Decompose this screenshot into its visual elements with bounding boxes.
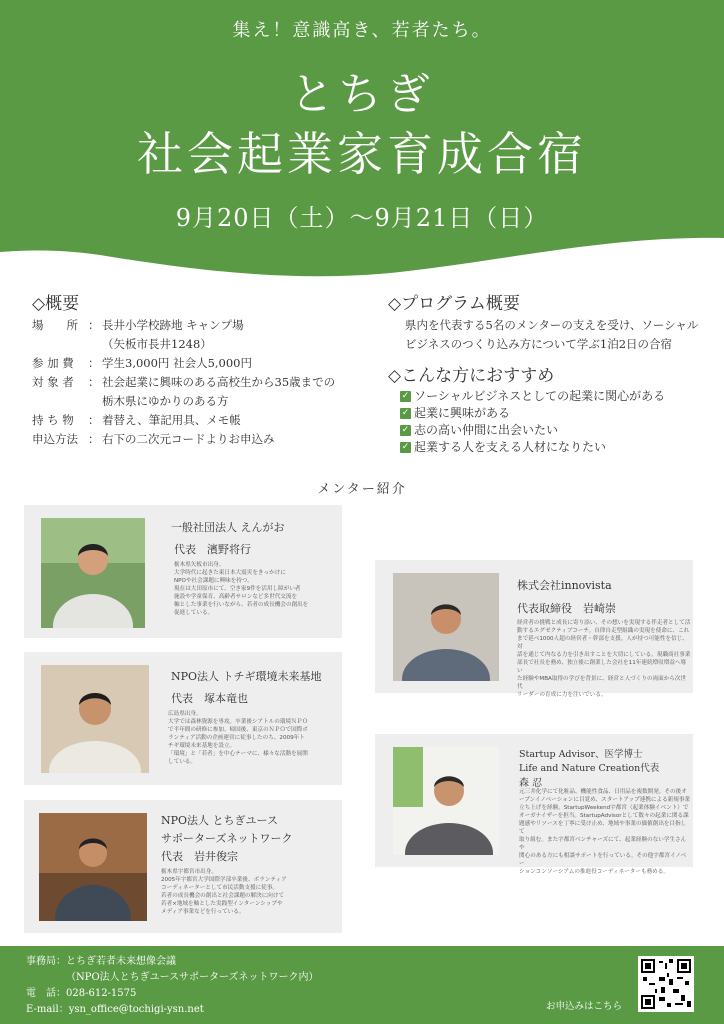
- mentor-photo: [41, 665, 149, 773]
- program-heading: ◇プログラム概要: [388, 294, 520, 314]
- mentor-bio: 栃木県宇都宮市出身。 2005年宇都宮大学国際学部卒業後、ボランティア コーディネーターとして市民活動支援に従事。 若者の成長機会の創出と社会課題の解決に向けて 若者×地域を軸とした実践型インターンシップや メディア事業などを行っている。: [161, 869, 287, 915]
- mentor-bio: 元三井化学にて化粧品、機能性食品、日用品を複数開発。その後オ ープンイノベーションに目覚め、スタートアップ連携による新規事業 立ち上げを経験。StartupWeekend宇都宮（起業体験イベント）で オーガナイザーを担当。StartupAdvisorとして数々の起業に関る課 題感やリソースを丁寧に受け止め、地域や事業の価値創出を目指して 取り組む。また宇都宮ベンチャーズにて、起業経験のない学生さんや 関心のある方にも相談サポートを行っている。その他宇都宮イノベー ションコンソーシアムの推進役コーディネーターも務める。: [519, 789, 691, 875]
- mentor-bio: 広島県出身。 大学では森林資源を専攻。卒業後シアトルの環境ＮＰＯ で半年間の研修に参加。帰国後、東京のＮＰＯで国際ボ ランティア活動の企画運営に従事したのち、2009年ト チギ環境未来基地を設立。 「環境」と「若者」を中心テーマに、様々な活動を展開 している。: [168, 711, 308, 765]
- check-icon: ✓: [401, 442, 410, 452]
- mentor-photo: [39, 813, 147, 921]
- qr-code-icon[interactable]: [638, 956, 694, 1012]
- mentor-card-mori: Startup Advisor、医学博士 Life and Nature Creation代表 森 忍 元三井化学にて化粧品、機能性食品、日用品を複数開発。その後オ ープンイノベーションに目覚め、スタートアップ連携による新規事業 立ち上げを経験。StartupWeekend宇都宮（起業体験イベント）で オーガナイザーを担当。StartupAdvisorとして数々の起業に関る課 題感やリソースを丁寧に受け止め、地域や事業の価値創出を目指して 取り組む。また宇都宮ベンチャーズにて、起業経験のない学生さんや 関心のある方にも相談サポートを行っている。その他宇都宮イノベー ションコンソーシアムの推進役コーディネーターも務める。: [375, 734, 693, 867]
- overview-row: 申込方法 ： 右下の二次元コードよりお申込み: [32, 432, 275, 446]
- overview-row: 参 加 費 ： 学生3,000円 社会人5,000円: [32, 356, 252, 370]
- list-item: ✓ 起業に興味がある: [401, 406, 511, 420]
- office-sub: （NPO法人とちぎユースサポーターズネットワーク内）: [66, 972, 319, 983]
- footer: [0, 946, 724, 1024]
- mentor-photo: [41, 518, 145, 628]
- mentor-photo: [393, 747, 499, 855]
- list-item: ✓ 志の高い仲間に出会いたい: [401, 423, 559, 437]
- mentor-photo: [393, 573, 499, 681]
- office-name: 事務局：とちぎ若者未来想像会議: [26, 956, 176, 967]
- check-icon: ✓: [401, 425, 410, 435]
- title-line-2: 社会起業家育成合宿: [137, 127, 587, 181]
- mentor-card-iwai: NPO法人 とちぎユース サポーターズネットワーク 代表 岩井俊宗 栃木県宇都宮市出身。 2005年宇都宮大学国際学部卒業後、ボランティア コーディネーターとして市民活動支援に従事。 若者の成長機会の創出と社会課題の解決に向けて 若者×地域を軸とした実践型インターンシップや メディア事業などを行っている。: [24, 800, 342, 933]
- overview-row: 場 所 ： 長井小学校跡地 キャンプ場: [32, 318, 244, 332]
- mentor-bio: 栃木県矢板市出身。 大学時代に起きた東日本大震災をきっかけに NPOや社会課題に興味を持つ。 現在は大田原市にて、空き家9件を活用し障がい者 施設や学童保育、高齢者サロンなど多世代交流を 軸とした事業を行いながら、若者の成長機会の創出を 促進している。: [174, 562, 309, 616]
- apply-label: お申込みはこちら: [546, 1001, 623, 1012]
- overview-table: [32, 316, 372, 449]
- recommend-list: [400, 388, 720, 456]
- check-icon: ✓: [401, 391, 410, 401]
- list-item: ✓ ソーシャルビジネスとしての起業に関心がある: [401, 389, 666, 403]
- recommend-heading: ◇こんな方におすすめ: [388, 366, 555, 386]
- overview-heading: ◇概要: [32, 294, 80, 314]
- mentor-card-iwasaki: 株式会社innovista 代表取締役 岩崎崇 経営者の挑戦と成長に寄り添い、その想いを実現する伴走者として活 動するエグゼクティブコーチ。自律自走型組織の実現を使命に、これ まで延べ1000人超の経営者・幹部を支援。人が持つ可能性を信じ、対 話を通じて内なる力を引き出すことを大切にしている。現職商社事業 部長で社長を務め、独立後に創業した会社を11年連続増収増益へ導い た経験やMBA取得の学びを背景に、経営と人づくりの両面から次世代 リーダーの育成に力を注いでいる。: [375, 560, 693, 693]
- overview-row: 対 象 者 ： 社会起業に興味のある高校生から35歳までの: [32, 375, 336, 389]
- program-description: 県内を代表する5名のメンターの支えを受け、ソーシャル ビジネスのつくり込み方について学ぶ1泊2日の合宿: [405, 318, 699, 351]
- phone: 電 話：028-612-1575: [26, 988, 137, 999]
- mentor-bio: 経営者の挑戦と成長に寄り添い、その想いを実現する伴走者として活 動するエグゼクティブコーチ。自律自走型組織の実現を使命に、これ まで延べ1000人超の経営者・幹部を支援。人が持つ可能性を信じ、対 話を通じて内なる力を引き出すことを大切にしている。現職商社事業 部長で社長を務め、独立後に創業した会社を11年連続増収増益へ導い た経験やMBA取得の学びを背景に、経営と人づくりの両面から次世代 リーダーの育成に力を注いでいる。: [517, 620, 691, 698]
- title-line-1: とちぎ: [290, 69, 434, 120]
- mentor-heading: メンター紹介: [317, 482, 407, 497]
- tagline: 集え！意識高き、若者たち。: [232, 20, 492, 41]
- event-date: 9月20日（土）〜9月21日（日）: [175, 204, 549, 232]
- mentor-card-tsukamoto: NPO法人 トチギ環境未来基地 代表 塚本竜也 広島県出身。 大学では森林資源を専攻。卒業後シアトルの環境ＮＰＯ で半年間の研修に参加。帰国後、東京のＮＰＯで国際ボ ランティア活動の企画運営に従事したのち、2009年ト チギ環境未来基地を設立。 「環境」と「若者」を中心テーマに、様々な活動を展開 している。: [24, 652, 342, 785]
- hero-banner: [0, 0, 724, 285]
- contact-info: [26, 954, 318, 1018]
- overview-row: （矢板市長井1248）: [102, 337, 212, 351]
- email-link[interactable]: E-mail：ysn_office@tochigi-ysn.net: [26, 1004, 204, 1015]
- overview-row: 持 ち 物 ： 着替え、筆記用具、メモ帳: [32, 413, 241, 427]
- mentor-card-hamano: 一般社団法人 えんがお 代表 濱野将行 栃木県矢板市出身。 大学時代に起きた東日本大震災をきっかけに NPOや社会課題に興味を持つ。 現在は大田原市にて、空き家9件を活用し障がい者 施設や学童保育、高齢者サロンなど多世代交流を 軸とした事業を行いながら、若者の成長機会の創出を 促進している。: [24, 505, 342, 638]
- list-item: ✓ 起業する人を支える人材になりたい: [401, 440, 607, 454]
- check-icon: ✓: [401, 408, 410, 418]
- overview-row: 栃木県にゆかりのある方: [102, 394, 229, 408]
